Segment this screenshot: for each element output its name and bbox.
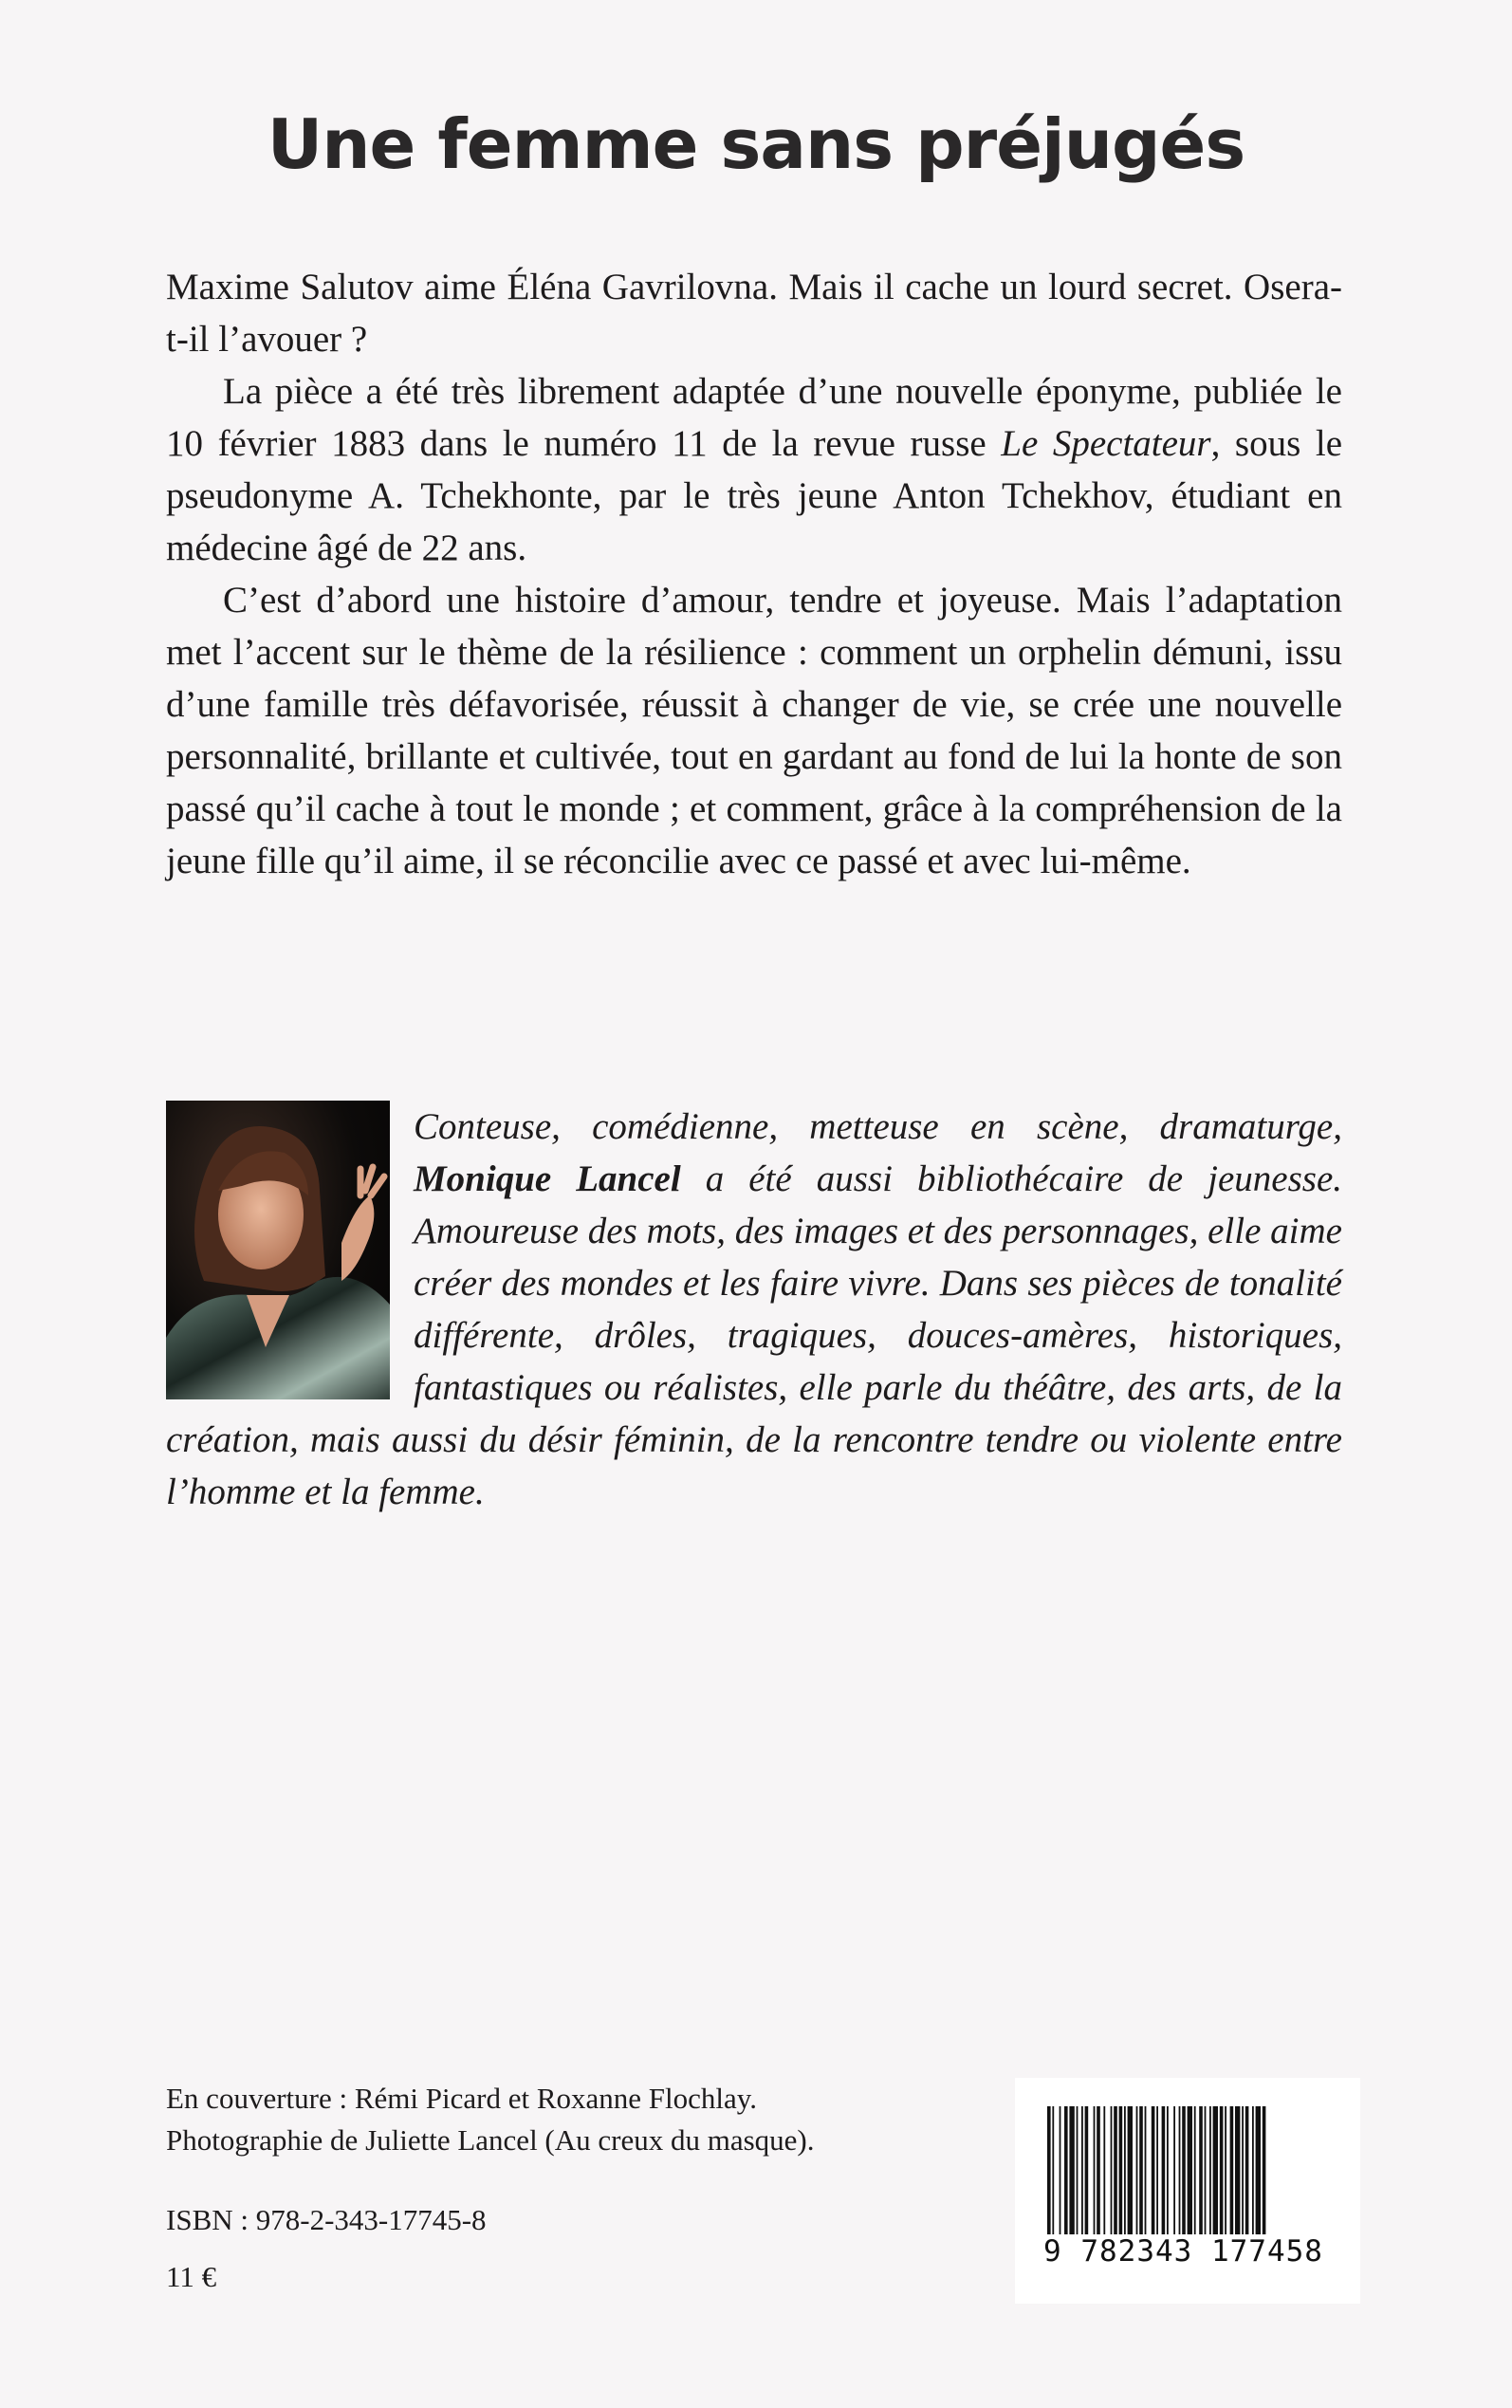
publication-info bbox=[166, 2192, 487, 2306]
barcode-bar bbox=[1256, 2106, 1261, 2234]
synopsis-p2-text: La pièce a été très librement adaptée d’une nouvelle éponyme, publiée le 10 février 1883 dans le numéro 11 de la revue russe bbox=[166, 371, 1342, 464]
barcode-bar bbox=[1124, 2106, 1126, 2234]
barcode-digits: 9 782343 177458 bbox=[1043, 2234, 1323, 2269]
barcode-bar bbox=[1230, 2106, 1234, 2234]
book-title: Une femme sans préjugés bbox=[267, 104, 1245, 184]
barcode-bar bbox=[1179, 2106, 1181, 2234]
barcode-bar bbox=[1094, 2106, 1096, 2234]
journal-title: Le Spectateur bbox=[1001, 423, 1211, 464]
barcode-bar bbox=[1245, 2106, 1249, 2234]
author-photo bbox=[166, 1101, 390, 1399]
barcode-bar bbox=[1209, 2106, 1211, 2234]
barcode-bar bbox=[1225, 2106, 1226, 2234]
synopsis bbox=[166, 261, 1342, 887]
barcode-bar bbox=[1119, 2106, 1123, 2234]
barcode-bar bbox=[1194, 2106, 1196, 2234]
barcode-bar bbox=[1060, 2106, 1061, 2234]
barcode-bar bbox=[1152, 2106, 1155, 2234]
synopsis-paragraph-2 bbox=[166, 365, 1342, 574]
barcode-bar bbox=[1242, 2106, 1244, 2234]
barcode-bar bbox=[1128, 2106, 1133, 2234]
barcode-bar bbox=[1235, 2106, 1240, 2234]
barcode-bar bbox=[1145, 2106, 1147, 2234]
photo-credit: Photographie de Juliette Lancel (Au creux du masque). bbox=[166, 2123, 815, 2157]
barcode-bar bbox=[1047, 2106, 1051, 2234]
barcode-bar bbox=[1252, 2106, 1254, 2234]
barcode-bar bbox=[1114, 2106, 1117, 2234]
barcode-bar bbox=[1162, 2106, 1166, 2234]
barcode-bar bbox=[1156, 2106, 1158, 2234]
barcode-bar bbox=[1199, 2106, 1203, 2234]
barcode-bar bbox=[1077, 2106, 1079, 2234]
barcode-bar bbox=[1085, 2106, 1089, 2234]
barcode-bar bbox=[1064, 2106, 1068, 2234]
price: 11 € bbox=[166, 2260, 217, 2293]
cover-credit: En couverture : Rémi Picard et Roxanne Flochlay. bbox=[166, 2082, 757, 2115]
barcode-bar bbox=[1097, 2106, 1100, 2234]
author-intro: Conteuse, comédienne, metteuse en scène, dramaturge, bbox=[414, 1106, 1342, 1147]
barcode-bar bbox=[1188, 2106, 1192, 2234]
barcode-bars bbox=[1045, 2106, 1330, 2234]
barcode-bar bbox=[1111, 2106, 1113, 2234]
barcode-bar bbox=[1052, 2106, 1054, 2234]
barcode-bar bbox=[1173, 2106, 1175, 2234]
author-bio-text: a été aussi bibliothécaire de jeunesse. Amoureuse des mots, des images et des personnages, elle aime créer des mondes et les faire vivre. Dans ses pièces de tonalité différente, drôles, tragiques, douces-amères, historiques, fantastiques ou réalistes, elle parle du théâtre, des arts, de la création, mais aussi du désir féminin, de la rencontre tendre ou violente entre l’homme et la femme. bbox=[166, 1158, 1343, 1512]
barcode-bar bbox=[1182, 2106, 1186, 2234]
cover-credits bbox=[166, 2078, 944, 2161]
author-portrait-illustration bbox=[166, 1101, 390, 1399]
barcode-bar bbox=[1136, 2106, 1138, 2234]
barcode-bar bbox=[1220, 2106, 1224, 2234]
barcode-bar bbox=[1139, 2106, 1143, 2234]
isbn: ISBN : 978-2-343-17745-8 bbox=[166, 2203, 487, 2236]
barcode bbox=[1015, 2078, 1360, 2304]
synopsis-paragraph-3: C’est d’abord une histoire d’amour, tendre et joyeuse. Mais l’adaptation met l’accent sur le thème de la résilience : comment un orphelin démuni, issu d’une famille très défavorisée, réussit à changer de vie, se crée une nouvelle personnalité, brillante et cultivée, tout en gardant au fond de lui la honte de son passé qu’il cache à tout le monde ; et comment, grâce à la compréhension de la jeune fille qu’il aime, il se réconcilie avec ce passé et avec lui-même. bbox=[166, 580, 1342, 881]
barcode-bar bbox=[1263, 2106, 1266, 2234]
barcode-bar bbox=[1205, 2106, 1207, 2234]
synopsis-p2-text-end: , sous le pseudonyme A. Tchekhonte, par le très jeune Anton Tchekhov, étudiant en médecine âgé de 22 ans. bbox=[166, 423, 1343, 568]
author-bio bbox=[166, 1101, 1342, 1518]
synopsis-paragraph-1: Maxime Salutov aime Éléna Gavrilovna. Mais il cache un lourd secret. Osera-t-il l’avouer ? bbox=[166, 267, 1342, 360]
barcode-bar bbox=[1081, 2106, 1083, 2234]
barcode-bar bbox=[1103, 2106, 1105, 2234]
barcode-bar bbox=[1069, 2106, 1074, 2234]
author-name: Monique Lancel bbox=[414, 1158, 681, 1199]
barcode-bar bbox=[1213, 2106, 1218, 2234]
barcode-bar bbox=[1167, 2106, 1169, 2234]
